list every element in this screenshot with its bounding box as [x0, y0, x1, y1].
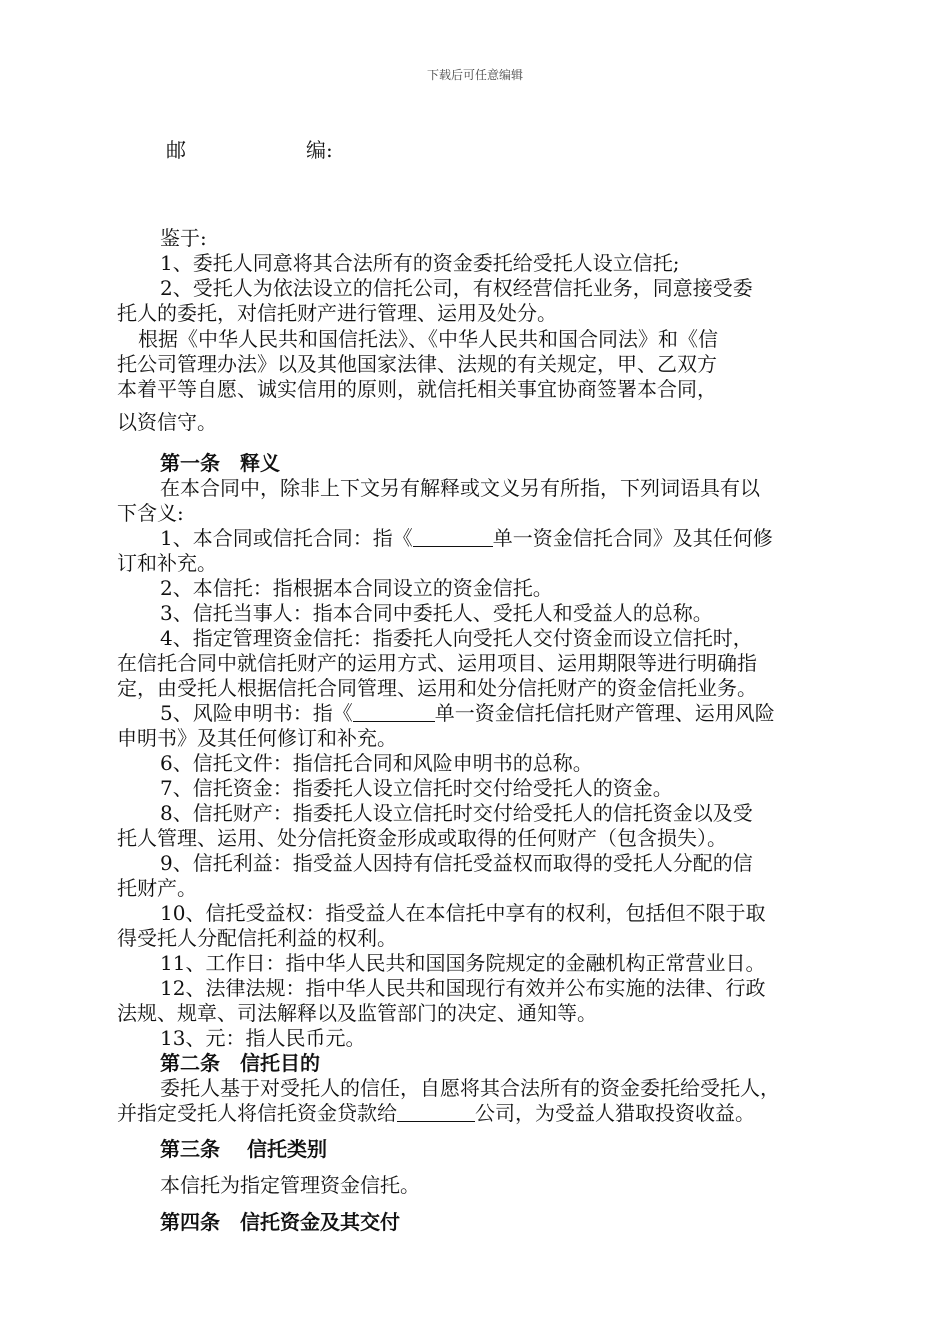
definition-7: 7、信托资金：指委托人设立信托时交付给受托人的资金。: [160, 776, 673, 800]
preamble-item2-line1: 2、受托人为依法设立的信托公司，有权经营信托业务，同意接受委: [160, 276, 753, 300]
definition-5-line2: 申明书》及其任何修订和补充。: [117, 726, 397, 750]
definition-1-text-a: 1、本合同或信托合同：指《: [160, 526, 413, 550]
contract-name-blank: [413, 528, 493, 547]
preamble-item2-line2: 托人的委托，对信托财产进行管理、运用及处分。: [117, 301, 557, 325]
preamble-intro: 鉴于:: [160, 226, 207, 250]
article2-title: 第二条 信托目的: [160, 1051, 320, 1075]
definition-5-text-a: 5、风险申明书：指《: [160, 701, 353, 725]
preamble-basis-line1: 根据《中华人民共和国信托法》、《中华人民共和国合同法》和《信: [138, 327, 718, 351]
preamble-item1: 1、委托人同意将其合法所有的资金委托给受托人设立信托;: [160, 251, 680, 275]
preamble-basis-line4: 以资信守。: [117, 410, 217, 434]
definition-9-line1: 9、信托利益：指受益人因持有信托受益权而取得的受托人分配的信: [160, 851, 753, 875]
postal-label-b: 编:: [306, 138, 333, 162]
definition-4-line3: 定，由受托人根据信托合同管理、运用和处分信托财产的资金信托业务。: [117, 676, 757, 700]
preamble-basis-line2: 托公司管理办法》以及其他国家法律、法规的有关规定，甲、乙双方: [117, 352, 717, 376]
article3-line1: 本信托为指定管理资金信托。: [160, 1173, 420, 1197]
page-header: 下载后可任意编辑: [426, 68, 523, 82]
definition-5-line1: [160, 701, 775, 725]
definition-12-line1: 12、法律法规：指中华人民共和国现行有效并公布实施的法律、行政: [160, 976, 766, 1000]
definition-13: 13、元：指人民币元。: [160, 1026, 366, 1050]
article1-intro-line1: 在本合同中，除非上下文另有解释或文义另有所指，下列词语具有以: [160, 476, 760, 500]
article3-title: 第三条 信托类别: [160, 1137, 327, 1161]
definition-10-line2: 得受托人分配信托利益的权利。: [117, 926, 397, 950]
risk-statement-name-blank: [353, 703, 435, 722]
definition-6: 6、信托文件：指信托合同和风险申明书的总称。: [160, 751, 593, 775]
article2-line2: [117, 1101, 755, 1125]
borrower-company-blank: [397, 1103, 475, 1122]
definition-3: 3、信托当事人：指本合同中委托人、受托人和受益人的总称。: [160, 601, 713, 625]
definition-1-line1: [160, 526, 773, 550]
definition-8-line2: 托人管理、运用、处分信托资金形成或取得的任何财产（包含损失）。: [117, 826, 727, 850]
definition-4-line1: 4、指定管理资金信托：指委托人向受托人交付资金而设立信托时，: [160, 626, 753, 650]
definition-2: 2、本信托：指根据本合同设立的资金信托。: [160, 576, 553, 600]
article2-line1: 委托人基于对受托人的信任，自愿将其合法所有的资金委托给受托人，: [160, 1076, 780, 1100]
definition-10-line1: 10、信托受益权：指受益人在本信托中享有的权利，包括但不限于取: [160, 901, 766, 925]
definition-4-line2: 在信托合同中就信托财产的运用方式、运用项目、运用期限等进行明确指: [117, 651, 757, 675]
definition-9-line2: 托财产。: [117, 876, 197, 900]
definition-1-text-b: 单一资金信托合同》及其任何修: [492, 526, 773, 550]
definition-11: 11、工作日：指中华人民共和国国务院规定的金融机构正常营业日。: [160, 951, 766, 975]
article2-text-b: 公司，为受益人猎取投资收益。: [475, 1101, 755, 1125]
definition-5-text-b: 单一资金信托信托财产管理、运用风险: [434, 701, 775, 725]
article1-intro-line2: 下含义:: [117, 501, 184, 525]
preamble-basis-line3: 本着平等自愿、诚实信用的原则，就信托相关事宜协商签署本合同，: [117, 377, 717, 401]
definition-1-line2: 订和补充。: [117, 551, 217, 575]
article4-title: 第四条 信托资金及其交付: [160, 1210, 400, 1234]
definition-12-line2: 法规、规章、司法解释以及监管部门的决定、通知等。: [117, 1001, 597, 1025]
postal-label-a: 邮: [166, 138, 186, 162]
article1-title: 第一条 释义: [160, 451, 280, 475]
definition-8-line1: 8、信托财产：指委托人设立信托时交付给受托人的信托资金以及受: [160, 801, 753, 825]
article2-text-a: 并指定受托人将信托资金贷款给: [117, 1101, 397, 1125]
